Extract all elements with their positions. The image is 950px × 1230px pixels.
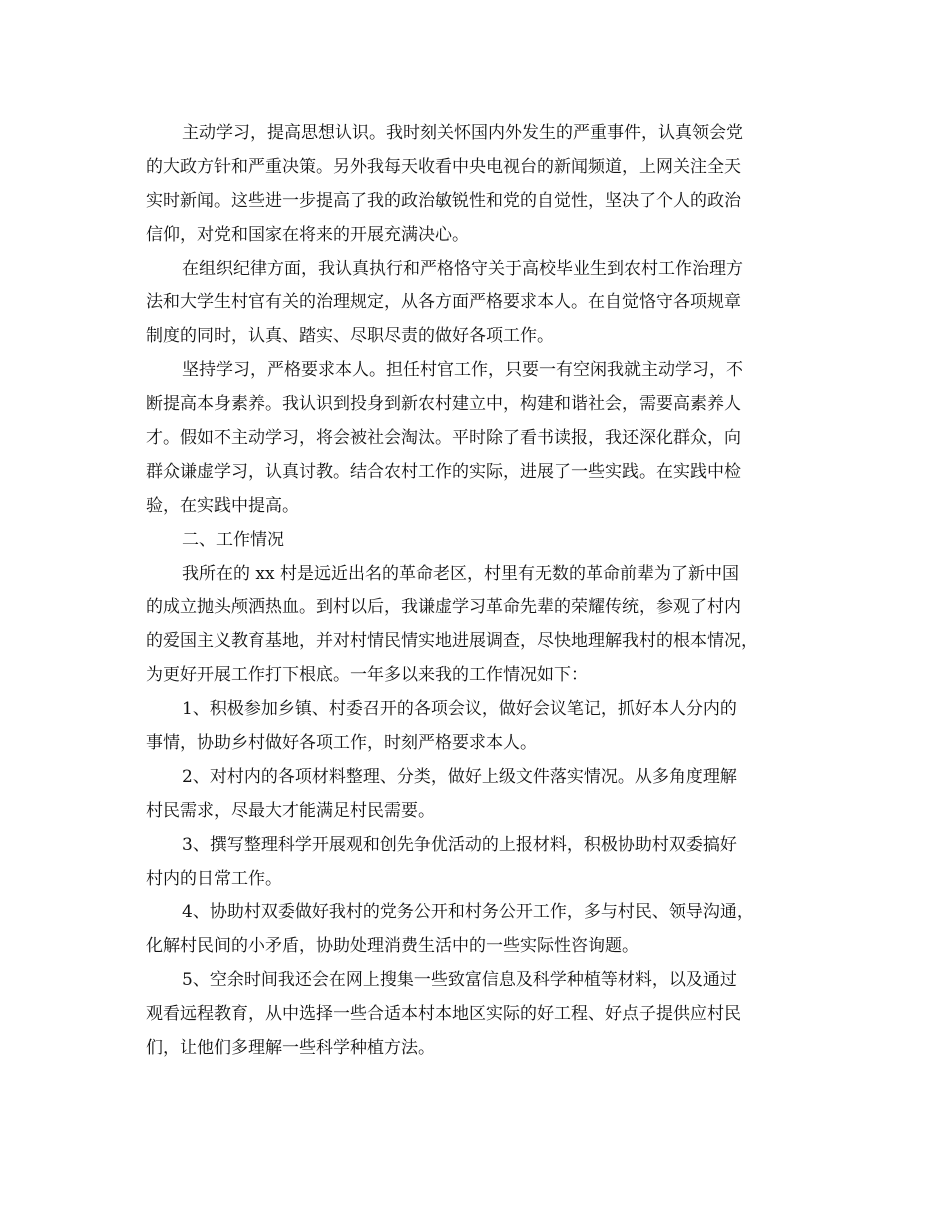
list-item-5 bbox=[146, 964, 806, 1066]
text-line: 观看远程教育，从中选择一些合适本村本地区实际的好工程、好点子提供应村民 bbox=[146, 1004, 741, 1025]
text-line: 村内的日常工作。 bbox=[146, 868, 282, 889]
text-line: 村民需求，尽最大才能满足村民需要。 bbox=[146, 800, 435, 821]
section-heading-work-situation bbox=[146, 524, 806, 558]
text-line: 信仰，对党和国家在将来的开展充满决心。 bbox=[146, 224, 469, 245]
text-line: 的大政方针和严重决策。另外我每天收看中央电视台的新闻频道，上网关注全天 bbox=[146, 156, 741, 177]
text-line: 的成立抛头颅洒热血。到村以后，我谦虚学习革命先辈的荣耀传统，参观了村内 bbox=[146, 597, 741, 618]
section-heading: 二、工作情况 bbox=[182, 529, 284, 550]
text-line: 4、协助村双委做好我村的党务公开和村务公开工作，多与村民、领导沟通， bbox=[182, 902, 754, 923]
text-line: 1、积极参加乡镇、村委召开的各项会议，做好会议笔记，抓好本人分内的 bbox=[182, 699, 737, 720]
text-line: 为更好开展工作打下根底。一年多以来我的工作情况如下： bbox=[146, 665, 588, 686]
text-line: 5、空余时间我还会在网上搜集一些致富信息及科学种植等材料，以及通过 bbox=[182, 970, 737, 991]
text-line: 坚持学习，严格要求本人。担任村官工作，只要一有空闲我就主动学习，不 bbox=[182, 360, 743, 381]
paragraph-political-study bbox=[146, 117, 806, 253]
text-line: 的爱国主义教育基地，并对村情民情实地进展调查，尽快地理解我村的根本情况， bbox=[146, 631, 758, 652]
text-line: 们，让他们多理解一些科学种植方法。 bbox=[146, 1038, 435, 1059]
text-line: 断提高本身素养。我认识到投身到新农村建立中，构建和谐社会，需要高素养人 bbox=[146, 394, 741, 415]
text-line: 验，在实践中提高。 bbox=[146, 495, 299, 516]
text-line: 主动学习，提高思想认识。我时刻关怀国内外发生的严重事件，认真领会党 bbox=[182, 123, 743, 143]
text-line: 化解村民间的小矛盾，协助处理消费生活中的一些实际性咨询题。 bbox=[146, 936, 639, 957]
text-line: 在组织纪律方面，我认真执行和严格恪守关于高校毕业生到农村工作治理方 bbox=[182, 258, 743, 279]
list-item-1 bbox=[146, 693, 806, 761]
paragraph-discipline bbox=[146, 253, 806, 355]
list-item-3 bbox=[146, 829, 806, 897]
text-line: 2、对村内的各项材料整理、分类，做好上级文件落实情况。从多角度理解 bbox=[182, 766, 737, 787]
text-line: 法和大学生村官有关的治理规定，从各方面严格要求本人。在自觉恪守各项规章 bbox=[146, 292, 741, 313]
text-line: 事情，协助乡村做好各项工作，时刻严格要求本人。 bbox=[146, 733, 537, 754]
list-item-2 bbox=[146, 761, 806, 829]
text-line: 我所在的 xx 村是远近出名的革命老区，村里有无数的革命前辈为了新中国 bbox=[182, 563, 739, 584]
document-body bbox=[146, 117, 806, 1066]
text-line: 实时新闻。这些进一步提高了我的政治敏锐性和党的自觉性，坚决了个人的政治 bbox=[146, 190, 741, 211]
text-line: 才。假如不主动学习，将会被社会淘汰。平时除了看书读报，我还深化群众，向 bbox=[146, 428, 741, 449]
text-line: 群众谦虚学习，认真讨教。结合农村工作的实际，进展了一些实践。在实践中检 bbox=[146, 461, 741, 482]
text-line: 制度的同时，认真、踏实、尽职尽责的做好各项工作。 bbox=[146, 326, 554, 347]
paragraph-continuous-learning bbox=[146, 354, 806, 523]
paragraph-village-intro bbox=[146, 558, 806, 694]
list-item-4 bbox=[146, 896, 806, 964]
text-line: 3、撰写整理科学开展观和创先争优活动的上报材料，积极协助村双委搞好 bbox=[182, 834, 737, 855]
